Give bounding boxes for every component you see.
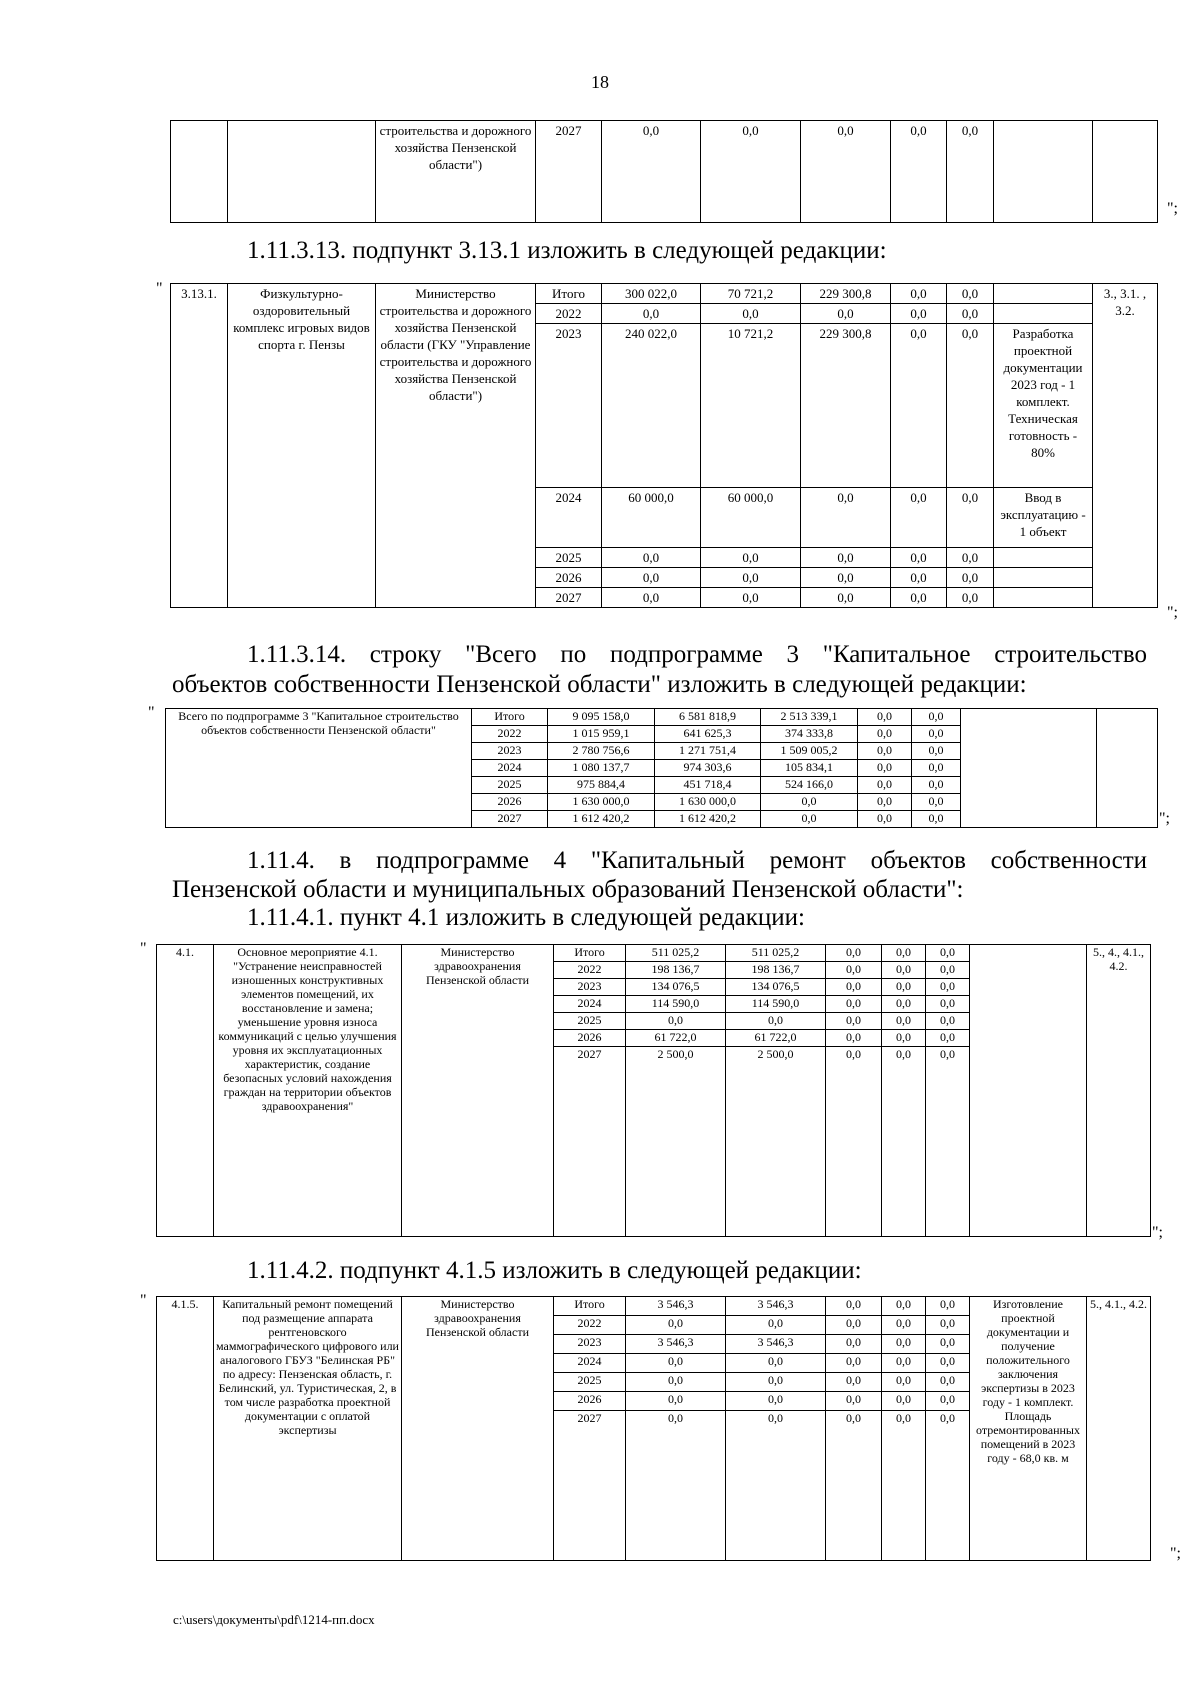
value-cell: 0,0 [858, 794, 912, 811]
value-cell: 0,0 [891, 568, 947, 588]
result-cell: Ввод в эксплуатацию - 1 объект [994, 488, 1093, 548]
value-cell: 0,0 [882, 1297, 926, 1316]
year-cell: 2022 [536, 304, 602, 324]
value-cell: 0,0 [882, 1047, 926, 1237]
value-cell: 3 546,3 [726, 1297, 826, 1316]
year-cell: 2027 [554, 1047, 626, 1237]
value-cell: 0,0 [891, 324, 947, 488]
indicator-cell: 5., 4., 4.1., 4.2. [1087, 945, 1151, 1237]
value-cell: 0,0 [726, 1411, 826, 1561]
value-cell: 0,0 [926, 1373, 970, 1392]
value-cell: 0,0 [826, 1297, 882, 1316]
item-name: Капитальный ремонт помещений под размещение аппарата рентгеновского маммографического цифрового или аналогового ГБУЗ "Белинская РБ" по адресу: Пензенская область, г. Белинский, ул. Туристическая, 2, в том числе разработка проектной документации с оплатой экспертизы [214, 1297, 402, 1561]
value-cell: 0,0 [626, 1392, 726, 1411]
value-cell: 0,0 [858, 743, 912, 760]
value-cell: 0,0 [726, 1013, 826, 1030]
value-cell: 0,0 [882, 1030, 926, 1047]
value-cell: 0,0 [826, 1373, 882, 1392]
result-cell [994, 548, 1093, 568]
value-cell: 0,0 [912, 709, 961, 726]
heading-4-line2: Пензенской области и муниципальных образований Пензенской области": [172, 876, 964, 903]
value-cell: 0,0 [701, 568, 801, 588]
result-cell: Изготовление проектной документации и получение положительного заключения экспертизы в 2023 году - 1 комплект. Площадь отремонтированных помещений в 2023 году - 68,0 кв. м [970, 1297, 1087, 1561]
value-cell: 0,0 [826, 1030, 882, 1047]
table-4-1-5 [156, 1296, 1151, 1561]
value-cell: 0,0 [947, 324, 994, 488]
value-cell: 0,0 [826, 1411, 882, 1561]
value-cell: 1 630 000,0 [548, 794, 655, 811]
name-cell [228, 121, 376, 223]
value-cell: 2 500,0 [626, 1047, 726, 1237]
value-cell: 0,0 [891, 548, 947, 568]
continuation-table [170, 120, 1158, 223]
value-cell: 0,0 [891, 284, 947, 304]
value-cell: 0,0 [602, 548, 701, 568]
value-cell: 0,0 [701, 304, 801, 324]
value-cell: 0,0 [826, 1047, 882, 1237]
value-cell: 0,0 [761, 794, 858, 811]
value-cell: 511 025,2 [726, 945, 826, 962]
value-cell: 0,0 [882, 1013, 926, 1030]
value-cell: 0,0 [858, 811, 912, 828]
year-cell: 2025 [472, 777, 548, 794]
value-cell: 975 884,4 [548, 777, 655, 794]
value-cell: 0,0 [626, 1411, 726, 1561]
value-cell: 0,0 [626, 1316, 726, 1335]
value-cell: 229 300,8 [801, 324, 891, 488]
open-quote: " [156, 280, 163, 297]
value-cell: 61 722,0 [726, 1030, 826, 1047]
value-cell: 0,0 [947, 488, 994, 548]
value-cell: 0,0 [912, 794, 961, 811]
value-cell: 0,0 [602, 588, 701, 608]
heading-4-1: 1.11.4.1. пункт 4.1 изложить в следующей редакции: [247, 904, 805, 931]
value-cell: 3 546,3 [626, 1335, 726, 1354]
value-cell: 60 000,0 [701, 488, 801, 548]
org-cell: строительства и дорожного хозяйства Пензенской области") [376, 121, 536, 223]
value-cell: 3 546,3 [726, 1335, 826, 1354]
value-cell: 240 022,0 [602, 324, 701, 488]
value-cell: 0,0 [826, 979, 882, 996]
value-cell: 198 136,7 [626, 962, 726, 979]
item-org: Министерство строительства и дорожного хозяйства Пензенской области (ГКУ "Управление строительства и дорожного хозяйства Пензенской области") [376, 284, 536, 608]
value-cell: 0,0 [801, 304, 891, 324]
heading-3-13: 1.11.3.13. подпункт 3.13.1 изложить в следующей редакции: [247, 237, 887, 264]
result-cell [961, 709, 1097, 828]
value-cell: 641 625,3 [655, 726, 761, 743]
value-cell: 0,0 [926, 1013, 970, 1030]
value-cell: 0,0 [826, 1316, 882, 1335]
value-cell: 0,0 [726, 1316, 826, 1335]
indicator-cell: 3., 3.1. , 3.2. [1093, 284, 1158, 608]
value-cell: 2 513 339,1 [761, 709, 858, 726]
value-cell: 1 271 751,4 [655, 743, 761, 760]
table-4-1 [156, 944, 1151, 1237]
value-cell: 0,0 [882, 996, 926, 1013]
value-cell: 134 076,5 [726, 979, 826, 996]
year-cell: 2024 [472, 760, 548, 777]
open-quote: " [140, 1292, 147, 1309]
value-cell: 300 022,0 [602, 284, 701, 304]
value-cell: 0,0 [882, 1335, 926, 1354]
indicator-cell [1093, 121, 1158, 223]
value-cell: 0,0 [947, 548, 994, 568]
value-cell: 0,0 [912, 760, 961, 777]
year-cell: 2027 [536, 121, 602, 223]
value-cell: 3 546,3 [626, 1297, 726, 1316]
value-cell: 0,0 [891, 121, 947, 223]
value-cell: 0,0 [826, 996, 882, 1013]
value-cell: 0,0 [882, 962, 926, 979]
heading-4-line1: 1.11.4. в подпрограмме 4 "Капитальный ремонт объектов собственности [247, 847, 1147, 874]
end-quote: "; [1152, 1224, 1163, 1241]
indicator-cell [1097, 709, 1158, 828]
value-cell: 0,0 [926, 1297, 970, 1316]
value-cell: 0,0 [726, 1354, 826, 1373]
value-cell: 0,0 [858, 777, 912, 794]
year-cell: 2023 [554, 1335, 626, 1354]
year-cell: 2025 [554, 1013, 626, 1030]
page-number: 18 [591, 72, 609, 92]
value-cell: 0,0 [726, 1373, 826, 1392]
value-cell: 0,0 [926, 962, 970, 979]
year-cell: Итого [554, 1297, 626, 1316]
open-quote: " [140, 940, 147, 957]
year-cell: 2026 [536, 568, 602, 588]
heading-3-14-line1: 1.11.3.14. строку "Всего по подпрограмме 3 "Капитальное строительство [247, 641, 1147, 668]
value-cell: 0,0 [891, 304, 947, 324]
value-cell: 0,0 [826, 1335, 882, 1354]
value-cell: 0,0 [926, 1392, 970, 1411]
result-cell [994, 304, 1093, 324]
value-cell: 511 025,2 [626, 945, 726, 962]
year-cell: 2026 [472, 794, 548, 811]
value-cell: 0,0 [882, 1392, 926, 1411]
value-cell: 0,0 [761, 811, 858, 828]
year-cell: 2027 [536, 588, 602, 608]
value-cell: 0,0 [602, 568, 701, 588]
value-cell: 0,0 [801, 488, 891, 548]
year-cell: 2022 [554, 1316, 626, 1335]
value-cell: 1 080 137,7 [548, 760, 655, 777]
value-cell: 0,0 [801, 588, 891, 608]
result-cell [994, 121, 1093, 223]
value-cell: 9 095 158,0 [548, 709, 655, 726]
value-cell: 229 300,8 [801, 284, 891, 304]
result-cell [994, 284, 1093, 304]
value-cell: 0,0 [926, 1030, 970, 1047]
heading-3-14-line2: объектов собственности Пензенской области" изложить в следующей редакции: [172, 671, 1027, 698]
end-quote: "; [1170, 1545, 1181, 1562]
result-cell [994, 588, 1093, 608]
value-cell: 0,0 [926, 1335, 970, 1354]
value-cell: 2 780 756,6 [548, 743, 655, 760]
total-label: Всего по подпрограмме 3 "Капитальное строительство объектов собственности Пензенской области" [166, 709, 472, 828]
year-cell: Итого [536, 284, 602, 304]
item-number: 4.1. [157, 945, 214, 1237]
value-cell: 0,0 [602, 304, 701, 324]
value-cell: 974 303,6 [655, 760, 761, 777]
value-cell: 0,0 [701, 548, 801, 568]
year-cell: 2025 [554, 1373, 626, 1392]
value-cell: 0,0 [826, 1354, 882, 1373]
value-cell: 0,0 [926, 1354, 970, 1373]
table-3-13-1 [170, 283, 1158, 608]
item-number: 4.1.5. [157, 1297, 214, 1561]
item-name: Физкультурно-оздоровительный комплекс игровых видов спорта г. Пензы [228, 284, 376, 608]
value-cell: 0,0 [882, 979, 926, 996]
item-name: Основное мероприятие 4.1. "Устранение неисправностей изношенных конструктивных элементов помещений, их восстановление и замена; уменьшение уровня износа коммуникаций с целью улучшения уровня их эксплуатационных характеристик, создание безопасных условий нахождения граждан на территории объектов здравоохранения" [214, 945, 402, 1237]
table-total-sub3 [165, 708, 1158, 828]
value-cell: 198 136,7 [726, 962, 826, 979]
value-cell: 0,0 [826, 962, 882, 979]
value-cell: 0,0 [947, 121, 994, 223]
value-cell: 0,0 [912, 811, 961, 828]
year-cell: 2023 [536, 324, 602, 488]
value-cell: 0,0 [912, 743, 961, 760]
value-cell: 0,0 [947, 568, 994, 588]
value-cell: 0,0 [891, 588, 947, 608]
value-cell: 60 000,0 [602, 488, 701, 548]
value-cell: 0,0 [626, 1373, 726, 1392]
value-cell: 1 612 420,2 [548, 811, 655, 828]
value-cell: 0,0 [926, 1316, 970, 1335]
year-cell: Итого [472, 709, 548, 726]
year-cell: 2024 [554, 996, 626, 1013]
year-cell: 2026 [554, 1392, 626, 1411]
end-quote: "; [1167, 604, 1178, 621]
num-cell [171, 121, 228, 223]
value-cell: 0,0 [947, 304, 994, 324]
value-cell: 0,0 [912, 726, 961, 743]
year-cell: 2027 [554, 1411, 626, 1561]
value-cell: 0,0 [926, 1047, 970, 1237]
value-cell: 0,0 [826, 1013, 882, 1030]
value-cell: 0,0 [926, 1411, 970, 1561]
value-cell: 0,0 [947, 588, 994, 608]
value-cell: 0,0 [858, 726, 912, 743]
value-cell: 0,0 [826, 1392, 882, 1411]
value-cell: 374 333,8 [761, 726, 858, 743]
year-cell: 2022 [554, 962, 626, 979]
year-cell: 2022 [472, 726, 548, 743]
value-cell: 114 590,0 [726, 996, 826, 1013]
value-cell: 0,0 [891, 488, 947, 548]
item-org: Министерство здравоохранения Пензенской области [402, 1297, 554, 1561]
open-quote: " [148, 704, 155, 721]
value-cell: 0,0 [626, 1013, 726, 1030]
year-cell: 2023 [472, 743, 548, 760]
value-cell: 2 500,0 [726, 1047, 826, 1237]
value-cell: 0,0 [882, 1316, 926, 1335]
value-cell: 451 718,4 [655, 777, 761, 794]
value-cell: 0,0 [701, 588, 801, 608]
end-quote: "; [1159, 810, 1170, 827]
value-cell: 0,0 [701, 121, 801, 223]
value-cell: 0,0 [926, 979, 970, 996]
item-org: Министерство здравоохранения Пензенской области [402, 945, 554, 1237]
value-cell: 105 834,1 [761, 760, 858, 777]
result-cell [994, 568, 1093, 588]
value-cell: 0,0 [626, 1354, 726, 1373]
value-cell: 0,0 [726, 1392, 826, 1411]
value-cell: 0,0 [602, 121, 701, 223]
year-cell: 2025 [536, 548, 602, 568]
value-cell: 6 581 818,9 [655, 709, 761, 726]
value-cell: 0,0 [882, 1373, 926, 1392]
value-cell: 1 015 959,1 [548, 726, 655, 743]
value-cell: 0,0 [826, 945, 882, 962]
year-cell: 2026 [554, 1030, 626, 1047]
heading-4-1-5: 1.11.4.2. подпункт 4.1.5 изложить в следующей редакции: [247, 1257, 862, 1284]
value-cell: 61 722,0 [626, 1030, 726, 1047]
value-cell: 1 612 420,2 [655, 811, 761, 828]
value-cell: 0,0 [858, 709, 912, 726]
year-cell: 2024 [536, 488, 602, 548]
value-cell: 10 721,2 [701, 324, 801, 488]
value-cell: 1 509 005,2 [761, 743, 858, 760]
result-cell [970, 945, 1087, 1237]
value-cell: 0,0 [882, 1411, 926, 1561]
year-cell: 2023 [554, 979, 626, 996]
value-cell: 134 076,5 [626, 979, 726, 996]
value-cell: 0,0 [882, 1354, 926, 1373]
value-cell: 0,0 [947, 284, 994, 304]
value-cell: 0,0 [801, 121, 891, 223]
value-cell: 1 630 000,0 [655, 794, 761, 811]
year-cell: Итого [554, 945, 626, 962]
value-cell: 524 166,0 [761, 777, 858, 794]
year-cell: 2024 [554, 1354, 626, 1373]
value-cell: 0,0 [858, 760, 912, 777]
item-number: 3.13.1. [171, 284, 228, 608]
value-cell: 114 590,0 [626, 996, 726, 1013]
value-cell: 0,0 [801, 568, 891, 588]
end-quote: "; [1167, 200, 1178, 217]
value-cell: 0,0 [801, 548, 891, 568]
year-cell: 2027 [472, 811, 548, 828]
value-cell: 70 721,2 [701, 284, 801, 304]
result-cell: Разработка проектной документации 2023 год - 1 комплект. Техническая готовность - 80% [994, 324, 1093, 488]
indicator-cell: 5., 4.1., 4.2. [1087, 1297, 1151, 1561]
file-path-footer: c:\users\документы\pdf\1214-пп.docx [173, 1612, 375, 1627]
value-cell: 0,0 [912, 777, 961, 794]
value-cell: 0,0 [926, 996, 970, 1013]
value-cell: 0,0 [882, 945, 926, 962]
value-cell: 0,0 [926, 945, 970, 962]
